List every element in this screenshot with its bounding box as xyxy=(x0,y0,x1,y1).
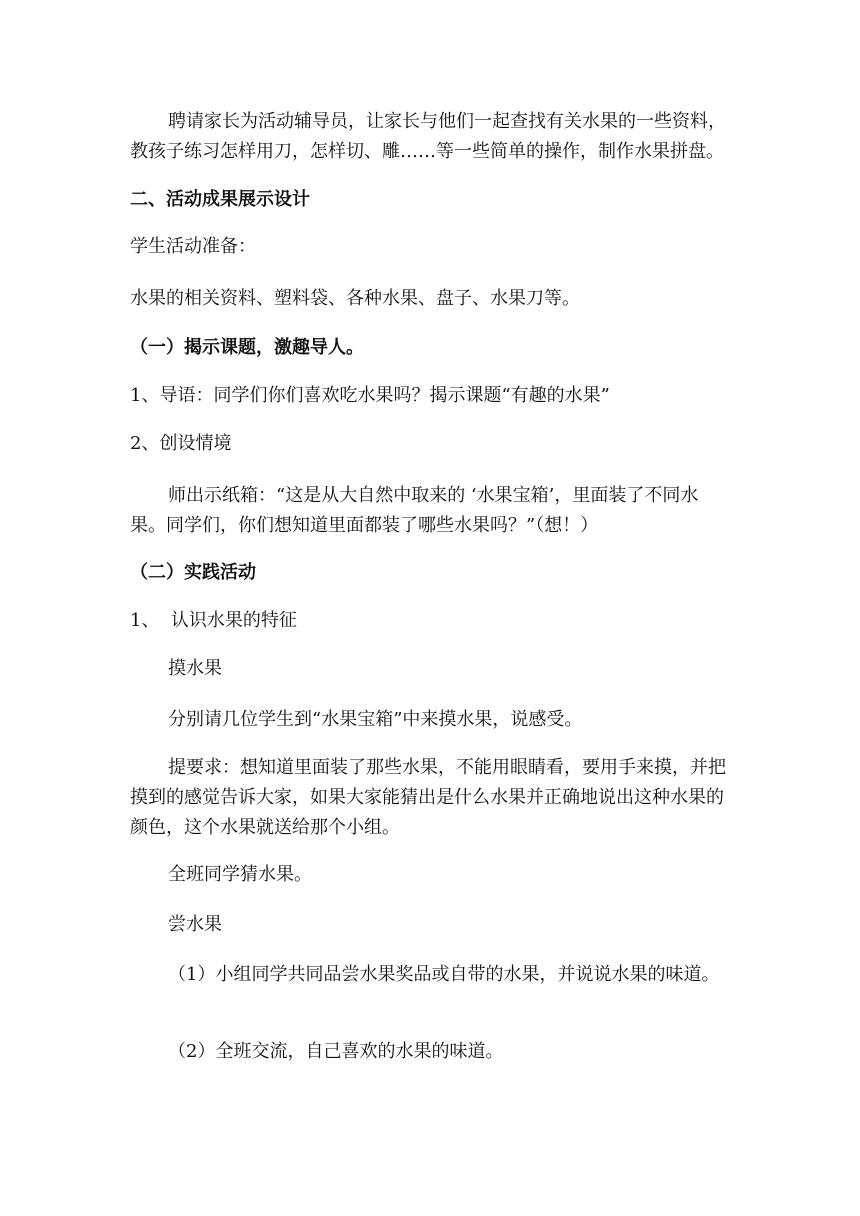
paragraph-introduction: 1、导语：同学们你们喜欢吃水果吗？揭示课题“有趣的水果” xyxy=(130,385,610,406)
paragraph-recognize-features: 1、 认识水果的特征 xyxy=(130,610,297,631)
paragraph-taste-fruit: 尝水果 xyxy=(168,914,222,935)
paragraph-create-scenario: 2、创设情境 xyxy=(130,433,232,454)
paragraph-class-exchange: （2）全班交流，自己喜欢的水果的味道。 xyxy=(168,1041,504,1062)
paragraph-student-preparation: 学生活动准备： xyxy=(130,236,256,257)
paragraph-requirements: 提要求：想知道里面装了那些水果，不能用眼睛看，要用手来摸，并把摸到的感觉告诉大家，如果大家能猜出是什么水果并正确地说出这种水果的颜色，这个水果就送给那个小组。 xyxy=(130,757,726,838)
paragraph-teacher-box: 师出示纸箱：“这是从大自然中取来的 ‘水果宝箱’，里面装了不同水果。同学们，你们想知道里面都装了哪些水果吗？”（想！） xyxy=(130,485,699,536)
subheading-practice-activity: （二）实践活动 xyxy=(130,562,256,583)
paragraph-parent-helpers: 聘请家长为活动辅导员，让家长与他们一起查找有关水果的一些资料，教孩子练习怎样用刀，怎样切、雕……等一些简单的操作，制作水果拼盘。 xyxy=(130,111,726,162)
paragraph-group-taste: （1）小组同学共同品尝水果奖品或自带的水果，并说说水果的味道。 xyxy=(168,964,720,985)
paragraph-guess-fruit: 全班同学猜水果。 xyxy=(168,864,312,885)
paragraph-materials-list: 水果的相关资料、塑料袋、各种水果、盘子、水果刀等。 xyxy=(130,288,580,309)
paragraph-touch-fruit: 摸水果 xyxy=(168,658,222,679)
subheading-reveal-topic: （一）揭示课题，激趣导人。 xyxy=(130,337,364,358)
section-heading-activity-results: 二、活动成果展示设计 xyxy=(130,189,310,210)
paragraph-invite-students: 分别请几位学生到“水果宝箱”中来摸水果，说感受。 xyxy=(168,709,583,730)
